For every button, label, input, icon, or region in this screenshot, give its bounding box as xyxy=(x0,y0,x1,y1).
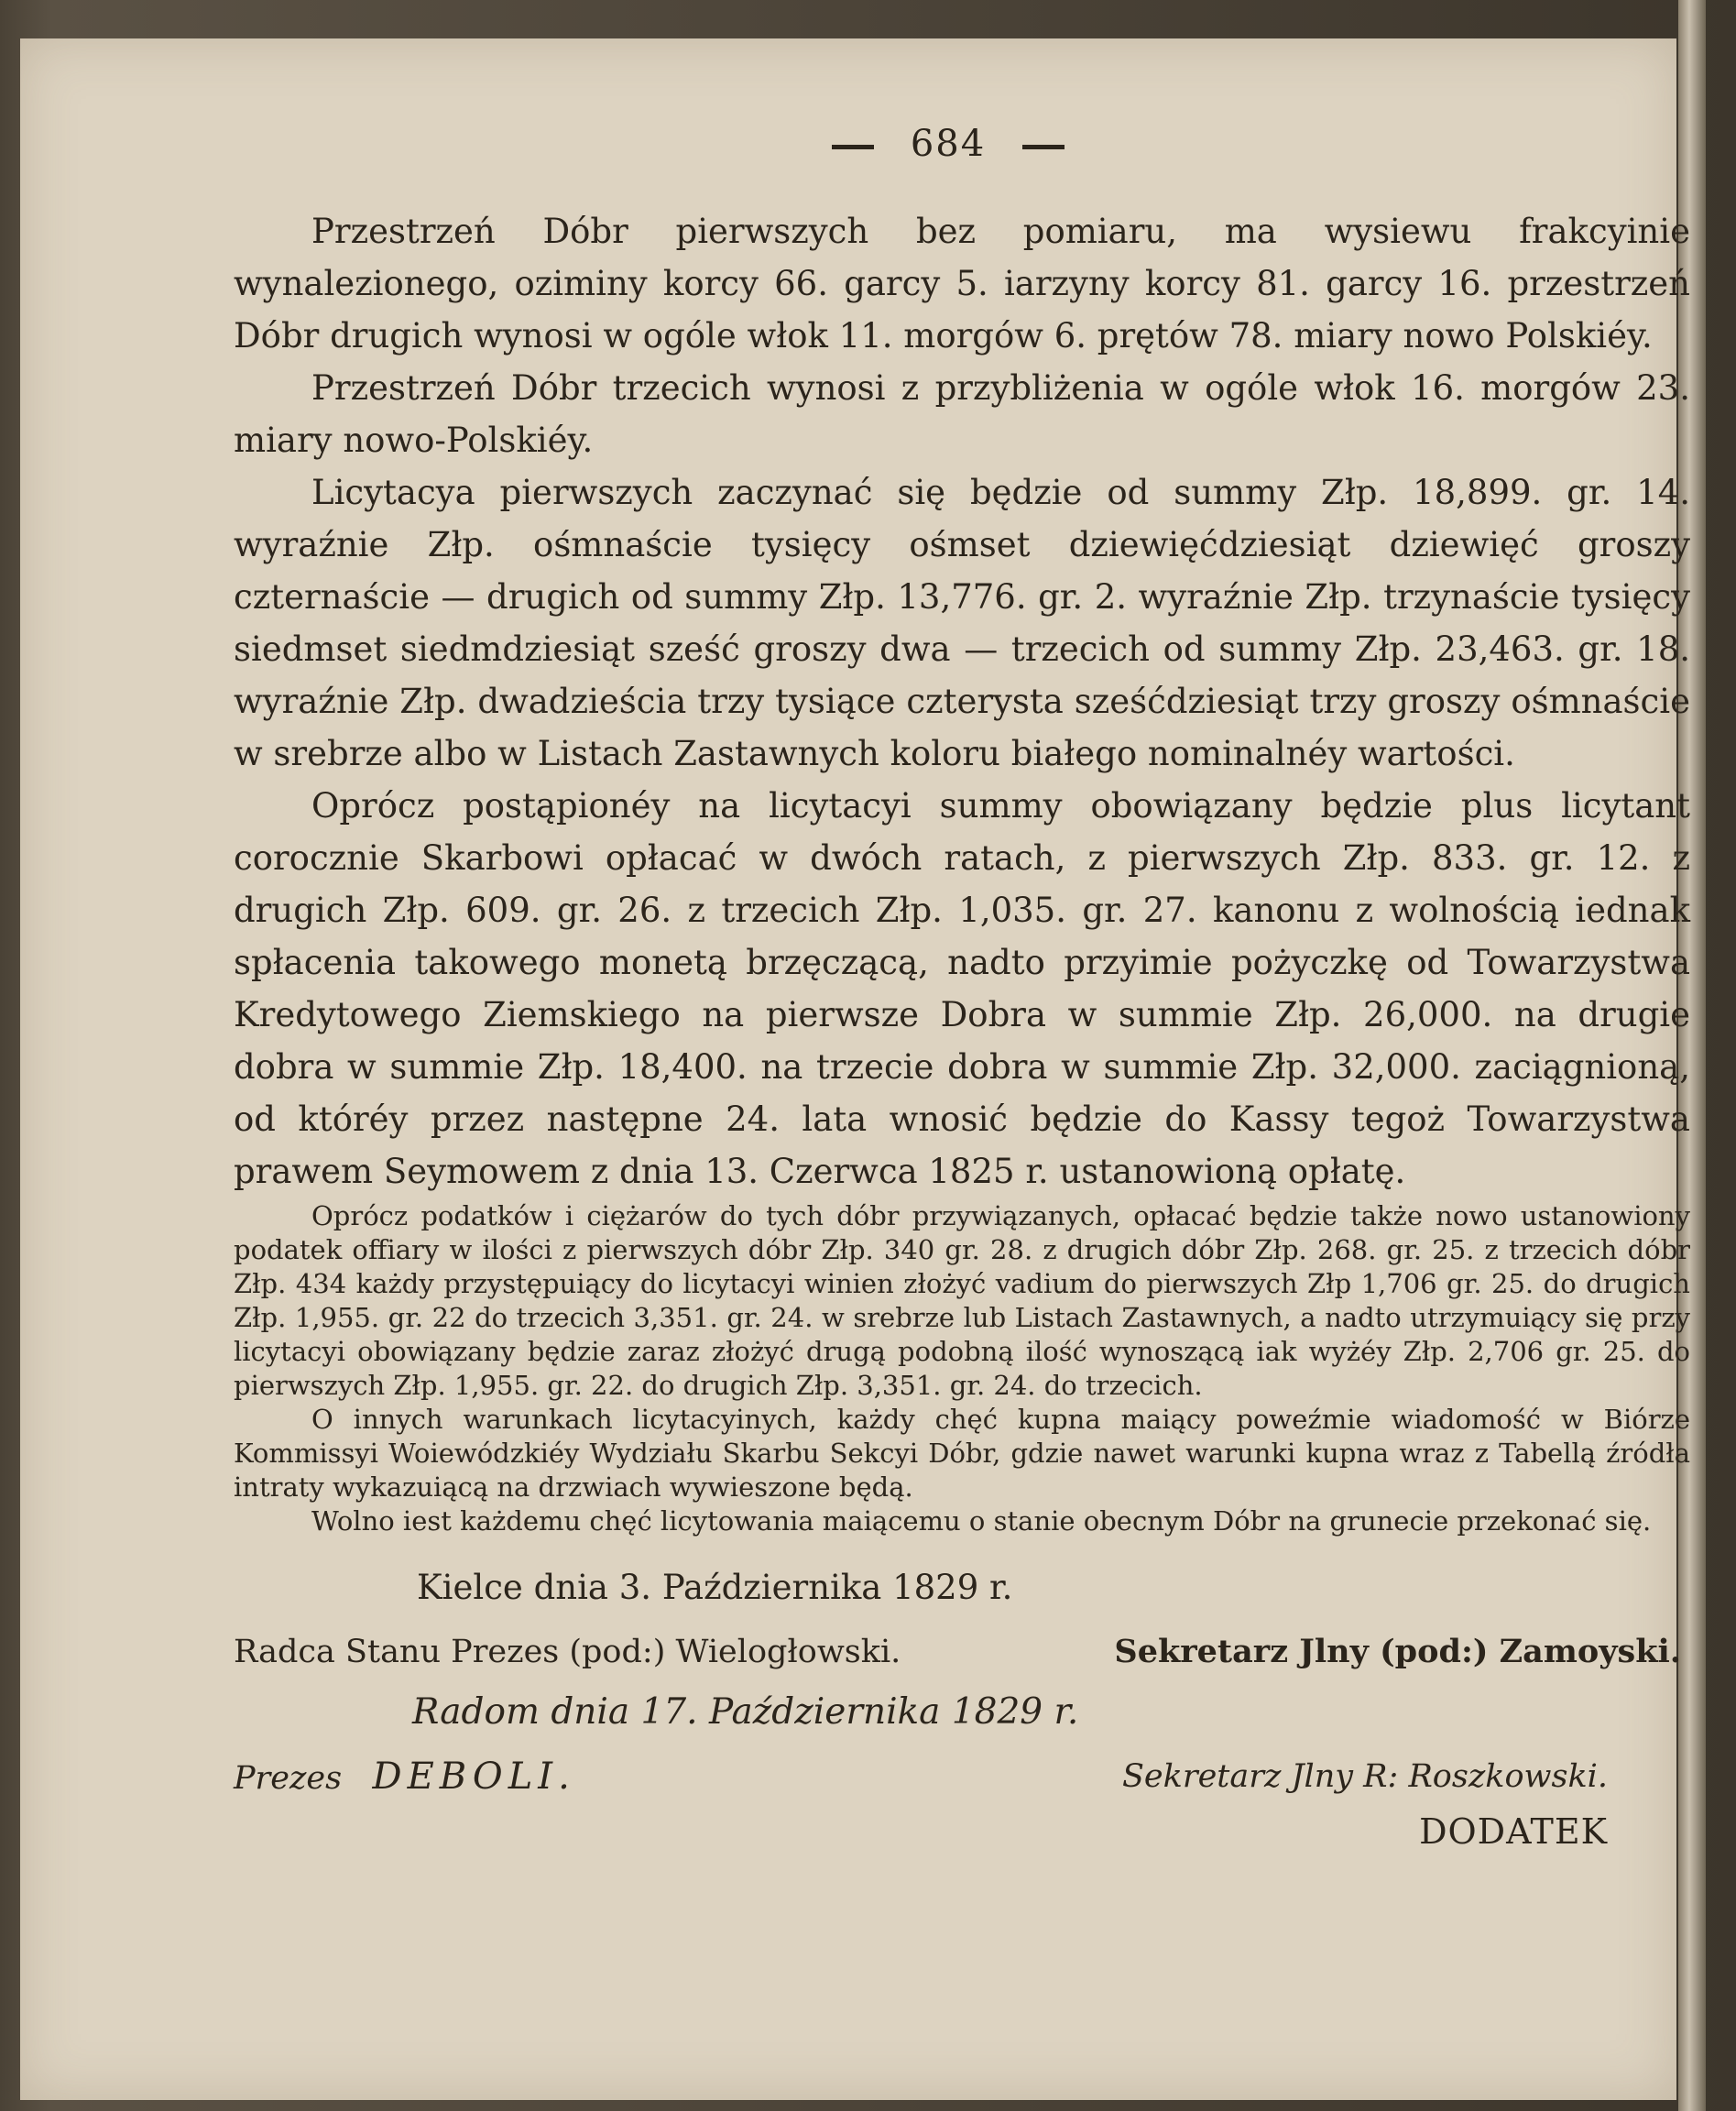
paragraph-oprocz-summy: Oprócz postąpionéy na licytacyi summy obowiązany będzie plus licytant corocznie Skarbowi opłacać w dwóch ratach, z pierwszych Złp. 833. gr. 12. z drugich Złp. 609. gr. 26. z trzecich Złp. 1,035. gr. 27. kanonu z wolnością iednak spłacenia takowego monetą brzęczącą, nadto przyimie pożyczkę od Towarzystwa Kredytowego Ziemskiego na pierwsze Dobra w summie Złp. 26,000. na drugie dobra w summie Złp. 18,400. na trzecie dobra w summie Złp. 32,000. zaciągnioną, od któréy przez następne 24. lata wnosić będzie do Kassy tegoż Towarzystwa prawem Seymowem z dnia 13. Czerwca 1825 r. ustanowioną opłatę. xyxy=(234,786,1690,1191)
paragraph-area-first: Przestrzeń Dóbr pierwszych bez pomiaru, ma wysiewu frakcyinie wynalezionego, oziminy korcy 66. garcy 5. iarzyny korcy 81. garcy 16. przestrzeń Dóbr drugich wynosi w ogóle włok 11. morgów 6. prętów 78. miary nowo Polskiéy. xyxy=(234,212,1690,355)
main-text xyxy=(234,205,1690,1198)
small-print-text xyxy=(234,1199,1690,1538)
signature-prezes-2 xyxy=(234,1751,575,1804)
place-date-radom: Radom dnia 17. Października 1829 r. xyxy=(412,1691,1079,1733)
signature-line-1 xyxy=(234,1626,1681,1678)
paragraph-warunki: O innych warunkach licytacyinych, każdy chęć kupna maiący poweźmie wiadomość w Biórze Kommissyi Woiewódzkiéy Wydziału Skarbu Sekcyi Dóbr, gdzie nawet warunki kupna wraz z Tabellą źródła intraty wykazuiącą na drzwiach wywieszone będą. xyxy=(234,1404,1690,1503)
signature-prezes-2-prefix: Prezes xyxy=(234,1760,343,1797)
page-number-text: 684 xyxy=(910,123,987,165)
paragraph-wolno: Wolno iest każdemu chęć licytowania maiącemu o stanie obecnym Dóbr na grunecie przekonać się. xyxy=(311,1505,1652,1537)
page-content xyxy=(234,112,1690,1852)
paragraph-licytacya: Licytacya pierwszych zaczynać się będzie od summy Złp. 18,899. gr. 14. wyraźnie Złp. ośmnaście tysięcy ośmset dziewięćdziesiąt dziewięć groszy czternaście — drugich od summy Złp. 13,776. gr. 2. wyraźnie Złp. trzynaście tysięcy siedmset siedmdziesiąt sześć groszy dwa — trzecich od summy Złp. 23,463. gr. 18. wyraźnie Złp. dwadzieścia trzy tysiące czterysta sześćdziesiąt trzy groszy ośmnaście w srebrze albo w Listach Zastawnych koloru białego nominalnéy wartości. xyxy=(234,473,1690,773)
page-number-dash-right xyxy=(1022,145,1065,149)
document-page xyxy=(20,38,1690,2100)
place-date-kielce: Kielce dnia 3. Października 1829 r. xyxy=(417,1568,1013,1607)
signature-sekretarz-1: Sekretarz Jlny (pod:) Zamoyski. xyxy=(1114,1633,1681,1670)
page-number-dash-left xyxy=(832,145,874,149)
signature-line-2 xyxy=(234,1751,1608,1804)
signature-prezes-1: Radca Stanu Prezes (pod:) Wielogłowski. xyxy=(234,1634,901,1670)
catchword: DODATEK xyxy=(1419,1811,1608,1852)
paragraph-area-third: Przestrzeń Dóbr trzecich wynosi z przybliżenia w ogóle włok 16. morgów 23. miary nowo-Polskiéy. xyxy=(234,368,1690,460)
paragraph-podatki: Oprócz podatków i ciężarów do tych dóbr przywiązanych, opłacać będzie także nowo ustanowiony podatek offiary w ilości z pierwszych dóbr Złp. 340 gr. 28. z drugich dóbr Złp. 268. gr. 25. z trzecich dóbr Złp. 434 każdy przystępuiący do licytacyi winien złożyć vadium do pierwszych Złp 1,706 gr. 25. do drugich Złp. 1,955. gr. 22 do trzecich 3,351. gr. 24. w srebrze lub Listach Zastawnych, a nadto utrzymuiący się przy licytacyi obowiązany będzie zaraz złożyć drugą podobną ilość wynoszącą iak wyżéy Złp. 2,706 gr. 25. do pierwszych Złp. 1,955. gr. 22. do drugich Złp. 3,351. gr. 24. do trzecich. xyxy=(234,1200,1690,1401)
signature-prezes-2-name: DEBOLI. xyxy=(372,1756,575,1798)
page-number xyxy=(234,123,1663,165)
signature-sekretarz-2: Sekretarz Jlny R: Roszkowski. xyxy=(1121,1758,1608,1795)
